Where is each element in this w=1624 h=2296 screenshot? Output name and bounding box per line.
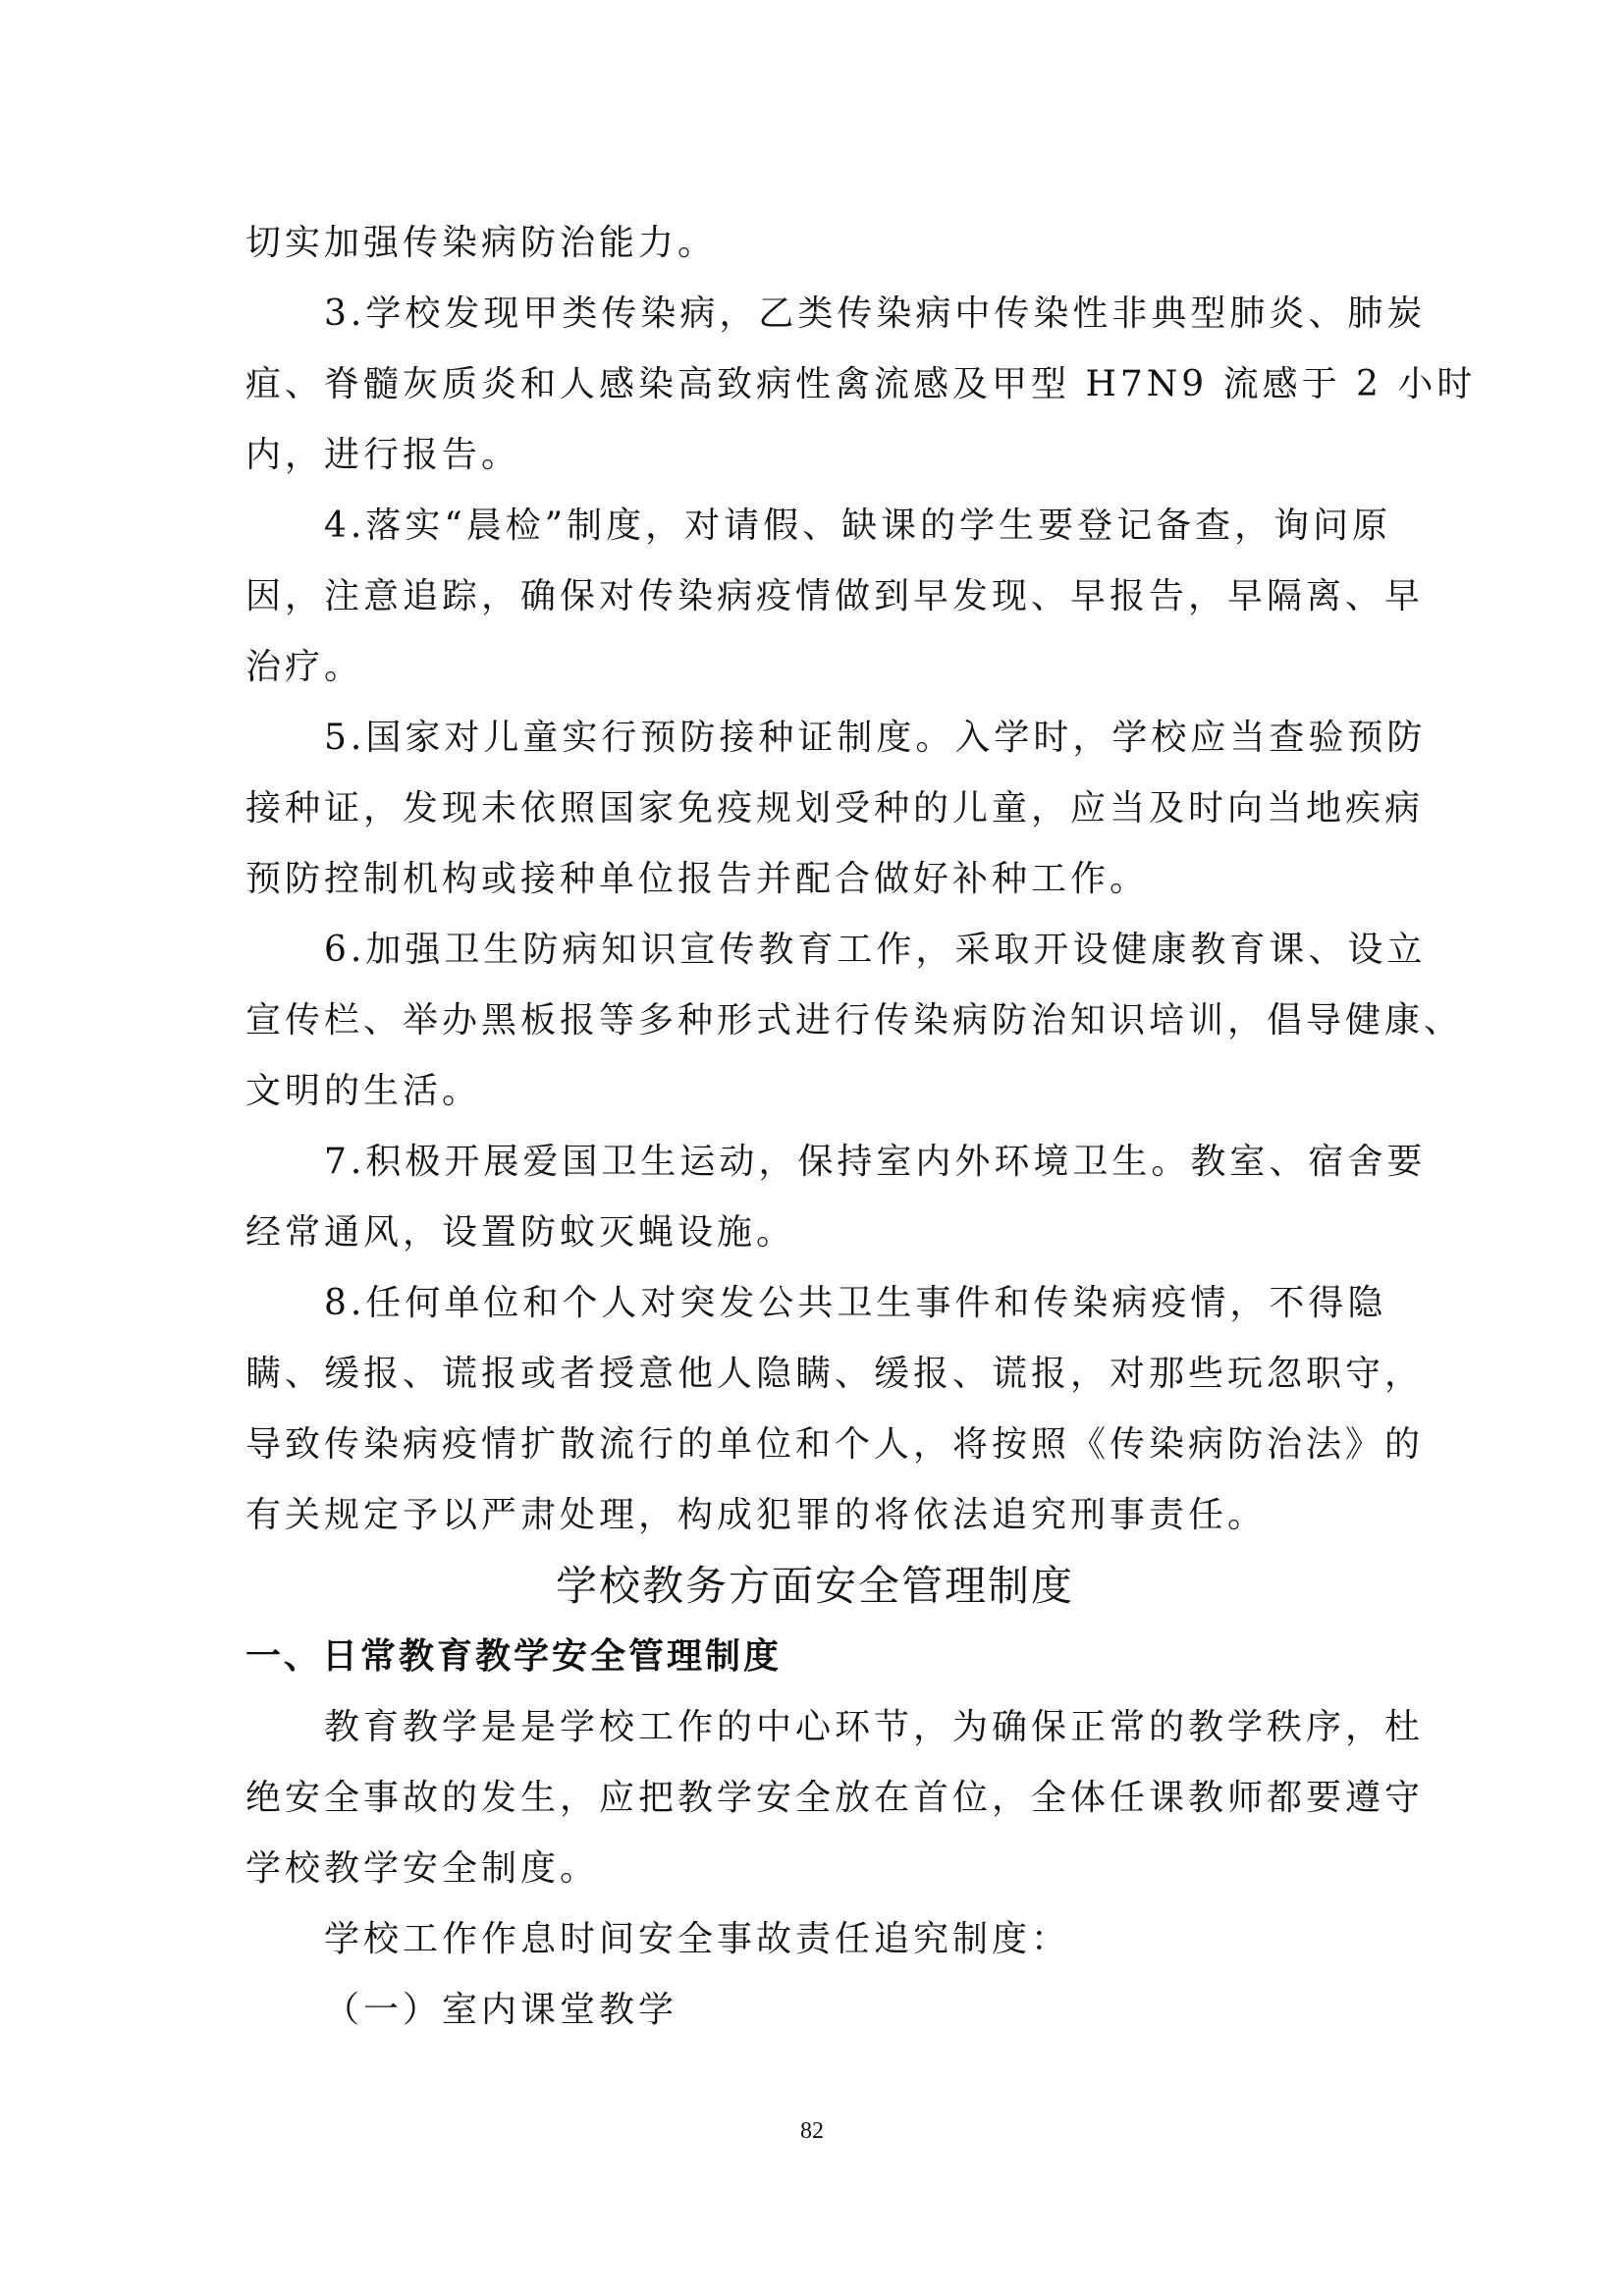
paragraph-line: 学校工作作息时间安全事故责任追究制度： [324, 1919, 1071, 1959]
paragraph-line: 治疗。 [245, 647, 364, 687]
paragraph-line: 接种证，发现未依照国家免疫规划受种的儿童，应当及时向当地疾病 [245, 788, 1425, 828]
paragraph-line: 瞒、缓报、谎报或者授意他人隐瞒、缓报、谎报，对那些玩忽职守， [245, 1354, 1425, 1394]
paragraph-line: 教育教学是是学校工作的中心环节，为确保正常的教学秩序，杜 [324, 1707, 1425, 1747]
paragraph-line: 5.国家对儿童实行预防接种证制度。入学时，学校应当查验预防 [324, 718, 1427, 758]
page-number: 82 [800, 2118, 824, 2144]
paragraph-line: 绝安全事故的发生，应把教学安全放在首位，全体任课教师都要遵守 [245, 1778, 1425, 1818]
paragraph-line: 有关规定予以严肃处理，构成犯罪的将依法追究刑事责任。 [245, 1495, 1268, 1535]
section-heading: 一、日常教育教学安全管理制度 [245, 1636, 783, 1677]
subsection-heading: （一）室内课堂教学 [324, 1990, 678, 2030]
paragraph-line: 4.落实“晨检”制度，对请假、缺课的学生要登记备查，询问原 [324, 506, 1392, 546]
paragraph-line: 7.积极开展爱国卫生运动，保持室内外环境卫生。教室、宿舍要 [324, 1142, 1427, 1182]
paragraph-line: 内，进行报告。 [245, 435, 521, 475]
paragraph-line: 切实加强传染病防治能力。 [245, 223, 718, 263]
paragraph-line: 3.学校发现甲类传染病，乙类传染病中传染性非典型肺炎、肺炭 [324, 294, 1427, 334]
paragraph-line: 经常通风，设置防蚊灭蝇设施。 [245, 1212, 796, 1253]
document-body [245, 208, 1477, 2046]
paragraph-line: 疽、脊髓灰质炎和人感染高致病性禽流感及甲型 H7N9 流感于 2 小时 [245, 364, 1477, 404]
section-title: 学校教务方面安全管理制度 [555, 1562, 1074, 1610]
paragraph-line: 导致传染病疫情扩散流行的单位和个人，将按照《传染病防治法》的 [245, 1424, 1425, 1465]
paragraph-line: 预防控制机构或接种单位报告并配合做好补种工作。 [245, 859, 1150, 899]
paragraph-line: 6.加强卫生防病知识宣传教育工作，采取开设健康教育课、设立 [324, 930, 1427, 970]
paragraph-line: 宣传栏、举办黑板报等多种形式进行传染病防治知识培训，倡导健康、 [245, 1000, 1464, 1041]
paragraph-line: 文明的生活。 [245, 1071, 482, 1111]
paragraph-line: 因，注意追踪，确保对传染病疫情做到早发现、早报告，早隔离、早 [245, 576, 1425, 616]
paragraph-line: 学校教学安全制度。 [245, 1848, 600, 1889]
paragraph-line: 8.任何单位和个人对突发公共卫生事件和传染病疫情，不得隐 [324, 1283, 1387, 1323]
